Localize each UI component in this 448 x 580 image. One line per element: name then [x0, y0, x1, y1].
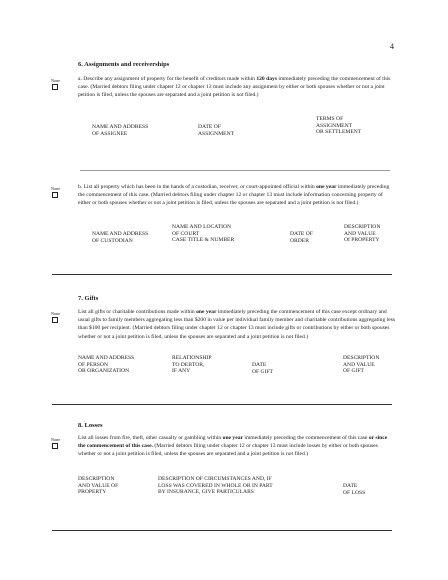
- col-6a-assignee: NAME AND ADDRESS OF ASSIGNEE: [92, 124, 149, 137]
- col-6b-order-date: DATE OF ORDER: [290, 231, 313, 244]
- divider-section-7: [52, 404, 392, 405]
- col-7-gift: DESCRIPTION AND VALUE OF GIFT: [343, 355, 380, 375]
- section-7-heading: 7. Gifts: [78, 295, 99, 302]
- none-checkbox-7[interactable]: [52, 317, 58, 323]
- col-6b-court: NAME AND LOCATION OF COURT CASE TITLE & NUMBER: [172, 224, 235, 244]
- col-6b-custodian: NAME AND ADDRESS OF CUSTODIAN: [92, 231, 149, 244]
- section-6b-text: b. List all property which has been in the hands of a custodian, receiver, or court-appointed official within one year immediately preceding the commencement of this case. (Married debtors filing under chapter 12 or chapter 13 must include information concerning property of either or both spouses whether or not a joint petition is filed, unless the spouses are separated and a joint petition is not filed.): [78, 184, 390, 207]
- col-6a-terms: TERMS OF ASSIGNMENT OR SETTLEMENT: [316, 116, 362, 136]
- divider-section-8: [52, 530, 392, 531]
- col-7-person: NAME AND ADDRESS OF PERSON OR ORGANIZATION: [78, 355, 135, 375]
- col-7-date: DATE OF GIFT: [252, 362, 273, 375]
- col-8-circumstances: DESCRIPTION OF CIRCUMSTANCES AND, IF LOSS WAS COVERED IN WHOLE OR IN PART BY INSURANCE, GIVE PARTICULARS: [158, 476, 273, 496]
- none-label-6b: None: [51, 186, 61, 191]
- none-label-8: None: [51, 437, 61, 442]
- col-8-property: DESCRIPTION AND VALUE OF PROPERTY: [78, 476, 119, 496]
- col-6a-date: DATE OF ASSIGNMENT: [198, 124, 235, 137]
- section-7-text: List all gifts or charitable contributions made within one year immediately preceding the commencement of this case except ordinary and usual gifts to family members aggregating less than $200 in value per individual family member and charitable contributions aggregating less than $100 per recipient. (Married debtors filing under chapter 12 or chapter 13 must include gifts or contributions by either or both spouses whether or not a joint petition is filed, unless the spouses are separated and a joint petition is not filed.): [78, 309, 396, 340]
- section-6-heading: 6. Assignments and receiverships: [78, 61, 170, 68]
- section-8-heading: 8. Losses: [78, 422, 103, 429]
- divider-section-6: [52, 274, 392, 275]
- none-checkbox-6a[interactable]: [52, 84, 58, 90]
- page-number: 4: [390, 42, 394, 51]
- col-7-relationship: RELATIONSHIP TO DEBTOR, IF ANY: [172, 355, 212, 375]
- section-8-text: List all losses from fire, theft, other casualty or gambling within one year immediately preceding the commencement of this case or since the commencement of this case. (Married debtors filing under chapter 12 or chapter 13 must include losses by either or both spouses whether or not a joint petition is filed, unless the spouses are separated and a joint petition is not filed.): [78, 435, 388, 458]
- col-6b-property: DESCRIPTION AND VALUE Of PROPERTY: [344, 224, 381, 244]
- none-checkbox-8[interactable]: [52, 443, 58, 449]
- none-label-7: None: [51, 311, 61, 316]
- divider-6a: [80, 170, 390, 171]
- none-checkbox-6b[interactable]: [52, 192, 58, 198]
- none-label-6a: None: [51, 78, 61, 83]
- col-8-date: DATE OF LOSS: [343, 483, 366, 496]
- section-6a-text: a. Describe any assignment of property for the benefit of creditors made within 120 days immediately preceding the commencement of this case. (Married debtors filing under chapter 12 or chapter 13 must include any assignment by either or both spouses whether or not a joint petition is filed, unless the spouses are separated and a joint petition is not filed.): [78, 76, 391, 99]
